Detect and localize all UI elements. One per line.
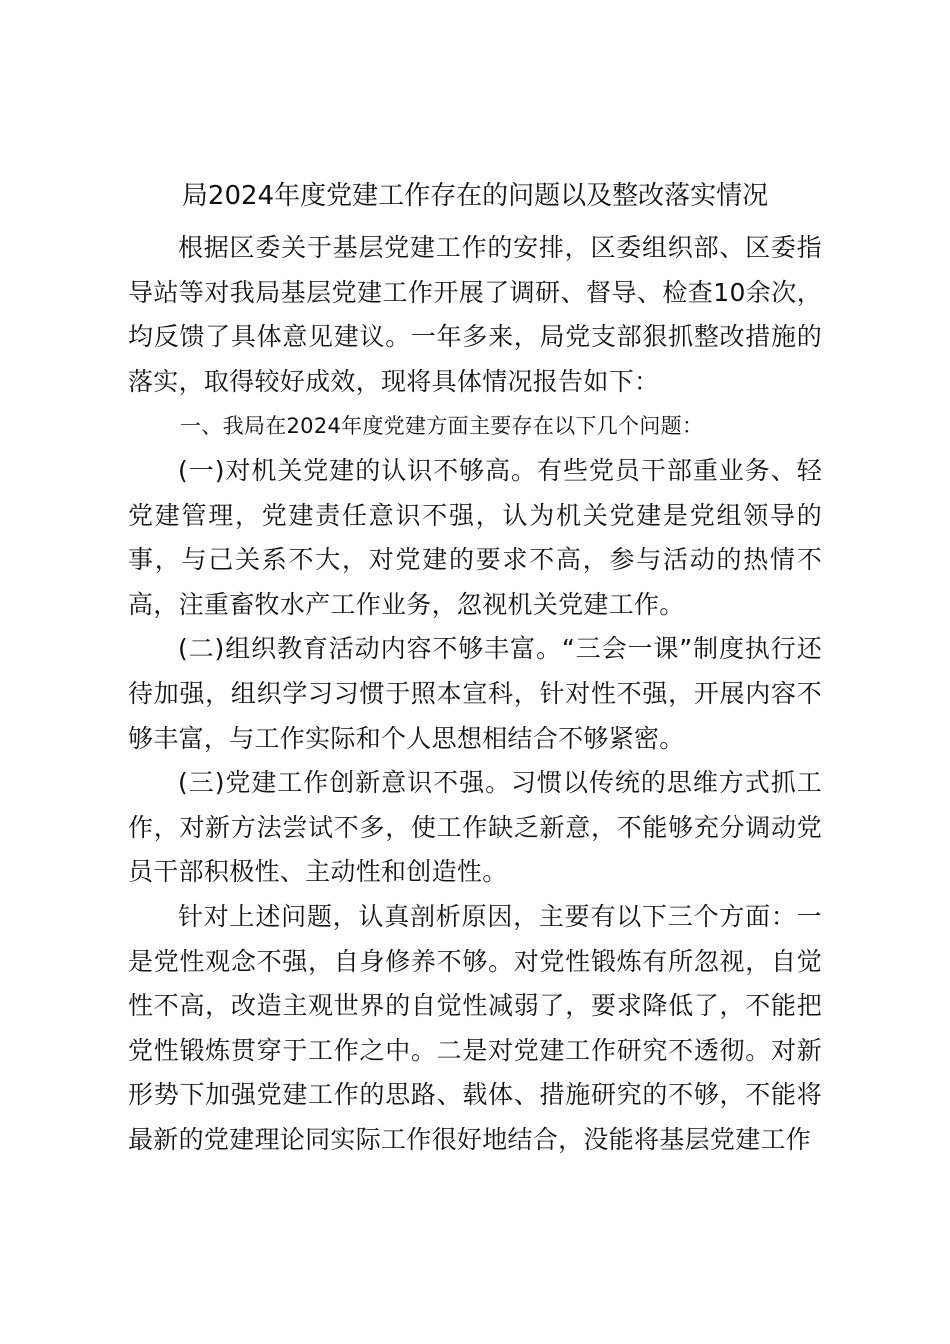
intro-paragraph: 根据区委关于基层党建工作的安排，区委组织部、区委指导站等对我局基层党建工作开展了调研、督导、检查10余次，均反馈了具体意见建议。一年多来，局党支部狠抓整改措施的落实，取得较好成效，现将具体情况报告如下：	[128, 233, 822, 396]
issue-paragraph-2: (二)组织教育活动内容不够丰富。“三会一课”制度执行还待加强，组织学习习惯于照本宣科，针对性不强，开展内容不够丰富，与工作实际和个人思想相结合不够紧密。	[128, 634, 822, 753]
issue-paragraph-3: (三)党建工作创新意识不强。习惯以传统的思维方式抓工作，对新方法尝试不多，使工作缺乏新意，不能够充分调动党员干部积极性、主动性和创造性。	[128, 768, 822, 887]
issue-paragraph-1: (一)对机关党建的认识不够高。有些党员干部重业务、轻党建管理，党建责任意识不强，认为机关党建是党组领导的事，与己关系不大，对党建的要求不高，参与活动的热情不高，注重畜牧水产工作业务，忽视机关党建工作。	[128, 455, 822, 619]
document-body	[128, 226, 822, 1162]
document-title: 局2024年度党建工作存在的问题以及整改落实情况	[181, 181, 769, 211]
section-heading: 一、我局在2024年度党建方面主要存在以下几个问题：	[180, 414, 704, 439]
analysis-paragraph: 针对上述问题，认真剖析原因，主要有以下三个方面：一是党性观念不强，自身修养不够。对党性锻炼有所忽视，自觉性不高，改造主观世界的自觉性减弱了，要求降低了，不能把党性锻炼贯穿于工作之中。二是对党建工作研究不透彻。对新形势下加强党建工作的思路、载体、措施研究的不够，不能将最新的党建理论同实际工作很好地结合，没能将基层党建工作	[128, 901, 822, 1154]
